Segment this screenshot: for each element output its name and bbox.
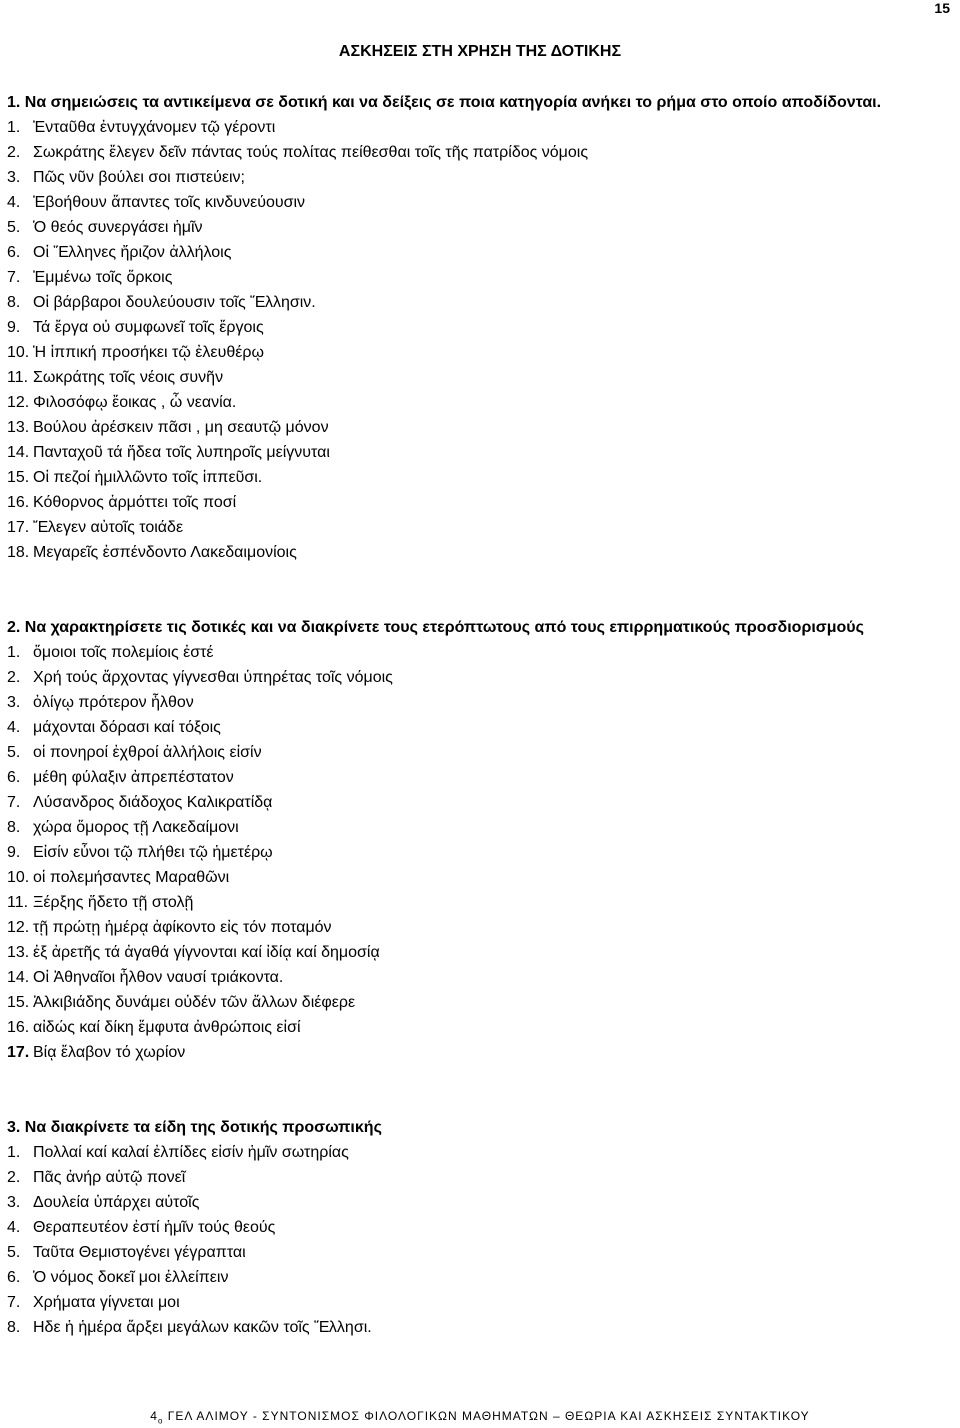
item-text: Ἐβοήθουν ἅπαντες τοῖς κινδυνεύουσιν — [33, 194, 306, 211]
list-item — [7, 865, 953, 890]
list-item — [7, 740, 953, 765]
item-number: 11. — [7, 894, 29, 911]
item-number: 9. — [7, 319, 21, 336]
list-item — [7, 190, 953, 215]
list-item — [7, 490, 953, 515]
list-item — [7, 965, 953, 990]
list-item — [7, 165, 953, 190]
item-number: 7. — [7, 794, 21, 811]
list-item — [7, 1190, 953, 1215]
item-number: 2. — [7, 1169, 21, 1186]
exercise-2-heading: 2. Να χαρακτηρίσετε τις δοτικές και να διακρίνετε τους ετερόπτωτους από τους επιρρηματικούς προσδιορισμούς — [7, 619, 864, 636]
item-text: Θεραπευτέον ἐστί ἡμῖν τούς θεούς — [33, 1219, 276, 1236]
list-item — [7, 1290, 953, 1315]
list-item — [7, 290, 953, 315]
exercise-1 — [7, 90, 953, 565]
item-text: Χρή τούς ἄρχοντας γίγνεσθαι ὑπηρέτας τοῖς νόμοις — [33, 669, 393, 686]
list-item — [7, 690, 953, 715]
footer-ordinal: ο — [157, 1416, 164, 1426]
item-text: Ἔλεγεν αὐτοῖς τοιάδε — [33, 519, 184, 536]
list-item — [7, 1240, 953, 1265]
footer-number: 4 — [150, 1409, 158, 1423]
item-text: Σωκράτης ἔλεγεν δεῖν πάντας τούς πολίτας πείθεσθαι τοῖς τῆς πατρίδος νόμοις — [33, 144, 589, 161]
item-text: Οἱ Ἀθηναῖοι ἦλθον ναυσί τριάκοντα. — [33, 969, 284, 986]
item-text: Ταῦτα Θεμιστογένει γέγραπται — [33, 1244, 246, 1261]
item-text: χώρα ὅμορος τῇ Λακεδαίμονι — [33, 819, 239, 836]
item-text: Βίᾳ ἔλαβον τό χωρίον — [33, 1044, 186, 1061]
list-item — [7, 915, 953, 940]
item-number: 5. — [7, 1244, 21, 1261]
item-text: Πᾶς ἀνήρ αὑτῷ πονεῖ — [33, 1169, 186, 1186]
item-number: 2. — [7, 144, 21, 161]
item-text: ἐξ ἀρετῆς τά ἀγαθά γίγνονται καί ἰδίᾳ καί δημοσίᾳ — [33, 944, 380, 961]
list-item — [7, 665, 953, 690]
list-item — [7, 415, 953, 440]
item-text: Πολλαί καί καλαί ἐλπίδες εἰσίν ἡμῖν σωτηρίας — [33, 1144, 349, 1161]
item-text: Ἐμμένω τοῖς ὅρκοις — [33, 269, 173, 286]
item-text: Οἱ πεζοί ἡμιλλῶντο τοῖς ἱππεῦσι. — [33, 469, 263, 486]
item-number: 6. — [7, 769, 21, 786]
item-number: 11. — [7, 369, 29, 386]
item-number: 15. — [7, 469, 30, 486]
exercise-3-list — [7, 1140, 953, 1340]
item-number: 15. — [7, 994, 30, 1011]
list-item — [7, 1265, 953, 1290]
item-text: Σωκράτης τοῖς νέοις συνῆν — [33, 369, 224, 386]
item-number: 2. — [7, 669, 21, 686]
list-item — [7, 940, 953, 965]
item-number: 8. — [7, 819, 21, 836]
item-text: Μεγαρεῖς ἐσπένδοντο Λακεδαιμονίοις — [33, 544, 297, 561]
item-number: 6. — [7, 1269, 21, 1286]
item-text: Ὁ θεός συνεργάσει ἡμῖν — [33, 219, 203, 236]
list-item — [7, 790, 953, 815]
item-number: 13. — [7, 419, 30, 436]
exercise-2-list — [7, 640, 953, 1065]
item-number: 12. — [7, 919, 30, 936]
exercise-3-heading: 3. Να διακρίνετε τα είδη της δοτικής προσωπικής — [7, 1119, 382, 1136]
item-number: 4. — [7, 1219, 21, 1236]
item-number: 17. — [7, 1044, 30, 1061]
item-text: Λύσανδρος διάδοχος Καλικρατίδᾳ — [33, 794, 273, 811]
item-text: μέθη φύλαξιν ἀπρεπέστατον — [33, 769, 234, 786]
page-number: 15 — [934, 0, 950, 16]
list-item — [7, 1140, 953, 1165]
item-text: οἱ πονηροί ἐχθροί ἀλλήλοις εἰσίν — [33, 744, 262, 761]
item-number: 10. — [7, 344, 30, 361]
item-text: Ὁ νόμος δοκεῖ μοι ἐλλείπειν — [33, 1269, 229, 1286]
item-number: 10. — [7, 869, 30, 886]
list-item — [7, 240, 953, 265]
list-item — [7, 315, 953, 340]
item-number: 8. — [7, 1319, 21, 1336]
item-number: 7. — [7, 269, 21, 286]
item-number: 14. — [7, 444, 30, 461]
item-text: Πῶς νῦν βούλει σοι πιστεύειν; — [33, 169, 245, 186]
item-text: ὀλίγῳ πρότερον ἦλθον — [33, 694, 194, 711]
item-number: 5. — [7, 744, 21, 761]
list-item — [7, 1165, 953, 1190]
item-number: 9. — [7, 844, 21, 861]
item-text: Ἐνταῦθα ἐντυγχάνομεν τῷ γέροντι — [33, 119, 276, 136]
list-item — [7, 890, 953, 915]
item-text: μάχονται δόρασι καί τόξοις — [33, 719, 221, 736]
exercise-3 — [7, 1115, 953, 1340]
item-text: Φιλοσόφῳ ἔοικας , ὦ νεανία. — [33, 394, 237, 411]
list-item — [7, 340, 953, 365]
list-item — [7, 765, 953, 790]
item-text: οἱ πολεμήσαντες Μαραθῶνι — [33, 869, 230, 886]
item-text: Ἀλκιβιάδης δυνάμει οὐδέν τῶν ἄλλων διέφερε — [33, 994, 356, 1011]
footer — [0, 1409, 960, 1425]
exercise-2 — [7, 615, 953, 1065]
item-text: Ηδε ἡ ἡμέρα ἄρξει μεγάλων κακῶν τοῖς Ἕλλησι. — [33, 1319, 372, 1336]
item-number: 18. — [7, 544, 30, 561]
item-number: 7. — [7, 1294, 21, 1311]
page-title: ΑΣΚΗΣΕΙΣ ΣΤΗ ΧΡΗΣΗ ΤΗΣ ΔΟΤΙΚΗΣ — [338, 43, 622, 60]
list-item — [7, 265, 953, 290]
footer-text: ΓΕΛ ΑΛΙΜΟΥ - ΣΥΝΤΟΝΙΣΜΟΣ ΦΙΛΟΛΟΓΙΚΩΝ ΜΑΘΗΜΑΤΩΝ – ΘΕΩΡΙΑ ΚΑΙ ΑΣΚΗΣΕΙΣ ΣΥΝΤΑΚΤΙΚΟΥ — [167, 1409, 810, 1423]
exercise-1-list — [7, 115, 953, 565]
item-number: 13. — [7, 944, 30, 961]
item-text: Τά ἔργα οὐ συμφωνεῖ τοῖς ἔργοις — [33, 319, 264, 336]
list-item — [7, 365, 953, 390]
item-text: αἰδώς καί δίκη ἔμφυτα ἀνθρώποις εἰσί — [33, 1019, 301, 1036]
item-number: 14. — [7, 969, 30, 986]
list-item — [7, 515, 953, 540]
item-text: Ξέρξης ἥδετο τῇ στολῇ — [33, 894, 194, 911]
list-item — [7, 215, 953, 240]
item-number: 12. — [7, 394, 30, 411]
item-number: 6. — [7, 244, 21, 261]
item-text: Οἱ βάρβαροι δουλεύουσιν τοῖς Ἕλλησιν. — [33, 294, 316, 311]
item-number: 5. — [7, 219, 21, 236]
list-item — [7, 115, 953, 140]
item-text: Βούλου ἀρέσκειν πᾶσι , μη σεαυτῷ μόνον — [33, 419, 329, 436]
list-item — [7, 840, 953, 865]
item-text: Χρήματα γίγνεται μοι — [33, 1294, 180, 1311]
list-item — [7, 1015, 953, 1040]
list-item — [7, 640, 953, 665]
item-number: 3. — [7, 1194, 21, 1211]
list-item — [7, 540, 953, 565]
list-item — [7, 440, 953, 465]
list-item — [7, 465, 953, 490]
item-number: 17. — [7, 519, 30, 536]
exercise-1-heading: 1. Να σημειώσεις τα αντικείμενα σε δοτική και να δείξεις σε ποια κατηγορία ανήκει το ρήμα στο οποίο αποδίδονται. — [7, 94, 882, 111]
item-text: Κόθορνος ἁρμόττει τοῖς ποσί — [33, 494, 237, 511]
item-number: 8. — [7, 294, 21, 311]
item-text: Ἡ ἱππική προσήκει τῷ ἐλευθέρῳ — [33, 344, 264, 361]
item-number: 4. — [7, 719, 21, 736]
item-number: 3. — [7, 694, 21, 711]
item-text: Εἰσίν εὖνοι τῷ πλήθει τῷ ἡμετέρῳ — [33, 844, 273, 861]
item-text: Δουλεία ὑπάρχει αὐτοῖς — [33, 1194, 200, 1211]
item-number: 1. — [7, 119, 21, 136]
item-number: 16. — [7, 494, 30, 511]
list-item — [7, 815, 953, 840]
item-text: ὅμοιοι τοῖς πολεμίοις ἐστέ — [33, 644, 214, 661]
item-number: 3. — [7, 169, 21, 186]
list-item — [7, 1040, 953, 1065]
list-item — [7, 990, 953, 1015]
item-text: τῇ πρώτῃ ἡμέρᾳ ἀφίκοντο εἰς τόν ποταμόν — [33, 919, 332, 936]
list-item — [7, 140, 953, 165]
list-item — [7, 1315, 953, 1340]
item-text: Οἱ Ἕλληνες ἤριζον ἀλλήλοις — [33, 244, 232, 261]
list-item — [7, 390, 953, 415]
item-text: Πανταχοῦ τά ἥδεα τοῖς λυπηροῖς μείγνυται — [33, 444, 330, 461]
list-item — [7, 1215, 953, 1240]
item-number: 1. — [7, 644, 21, 661]
item-number: 4. — [7, 194, 21, 211]
item-number: 16. — [7, 1019, 30, 1036]
list-item — [7, 715, 953, 740]
item-number: 1. — [7, 1144, 21, 1161]
